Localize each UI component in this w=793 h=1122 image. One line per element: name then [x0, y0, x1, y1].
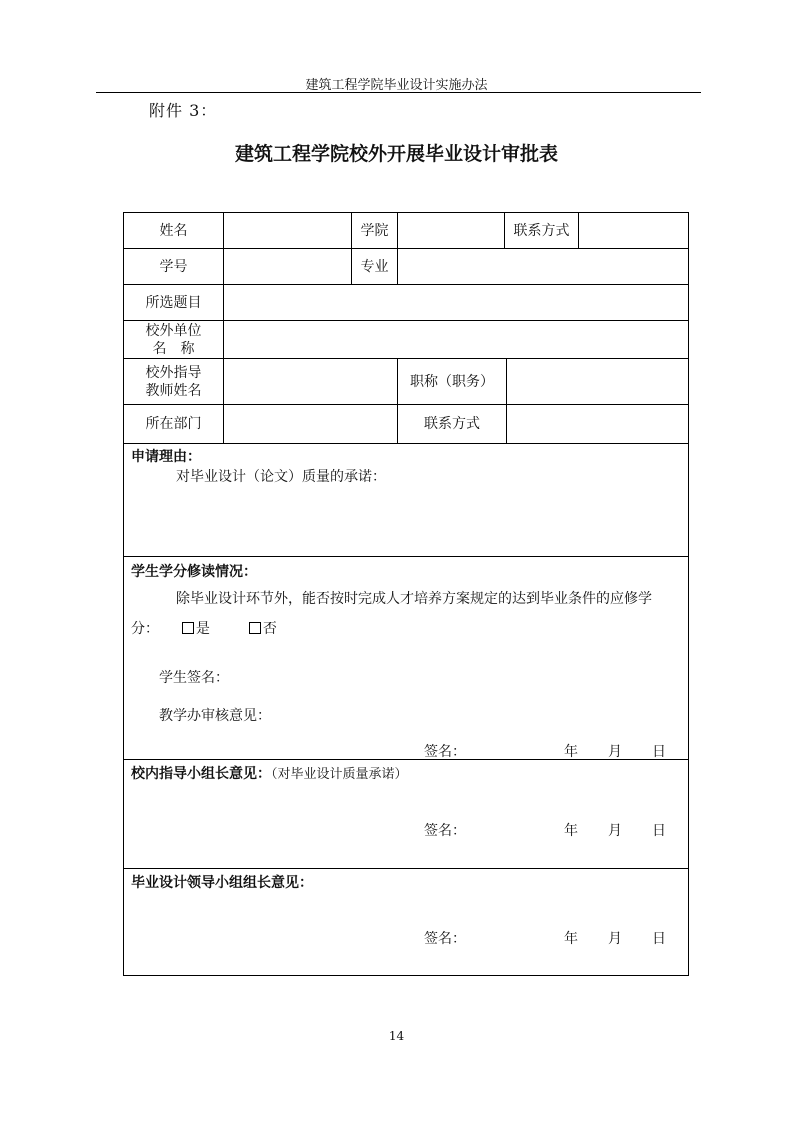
- credits-text-line2: [131, 618, 277, 638]
- contact2-label: 联系方式: [424, 416, 480, 432]
- internal-leader-line: [131, 763, 408, 783]
- advisor-label-line2: 教师姓名: [145, 382, 202, 399]
- student-id-field[interactable]: [224, 249, 351, 284]
- row-divider: [124, 556, 688, 557]
- credits-heading: 学生学分修读情况：: [131, 564, 257, 580]
- credits-text-line2-label: 分：: [131, 621, 159, 637]
- internal-leader-heading: 校内指导小组长意见：: [131, 766, 271, 782]
- student-id-label: 学号: [159, 258, 188, 275]
- month-label: 月: [608, 823, 622, 839]
- option-yes[interactable]: [182, 621, 210, 637]
- internal-leader-note: （对毕业设计质量承诺）: [271, 767, 408, 782]
- month-label: 月: [608, 931, 622, 947]
- college-label: 学院: [360, 222, 389, 239]
- checkbox-no[interactable]: [249, 622, 261, 634]
- option-no-label: 否: [262, 621, 277, 637]
- unit-label-line2: 名 称: [152, 340, 195, 357]
- row-divider: [124, 443, 688, 444]
- design-leader-heading: 毕业设计领导小组组长意见：: [131, 875, 313, 891]
- contact2-field[interactable]: [507, 405, 688, 443]
- major-label: 专业: [360, 258, 389, 275]
- student-sign-label: 学生签名：: [159, 670, 229, 686]
- credits-text-line1: 除毕业设计环节外，能否按时完成人才培养方案规定的达到毕业条件的应修学: [176, 591, 652, 607]
- year-label: 年: [564, 823, 578, 839]
- advisor-label-line1: 校外指导: [145, 364, 202, 381]
- page-number: 14: [388, 1029, 405, 1043]
- row-divider: [124, 868, 688, 869]
- unit-field[interactable]: [224, 321, 688, 358]
- name-label: 姓名: [159, 222, 188, 239]
- contact-label: 联系方式: [513, 222, 570, 239]
- advisor-label: [124, 359, 223, 404]
- row-divider: [124, 759, 688, 760]
- internal-leader-opinion-field[interactable]: [134, 785, 678, 815]
- reason-textarea[interactable]: [134, 486, 678, 552]
- title-label: 职称（职务）: [410, 373, 494, 390]
- day-label: 日: [652, 744, 666, 760]
- college-field[interactable]: [398, 213, 504, 248]
- topic-label: 所选题目: [145, 294, 202, 311]
- reason-heading: 申请理由：: [131, 449, 201, 465]
- year-label: 年: [564, 744, 578, 760]
- office-review-label: 教学办审核意见：: [159, 708, 271, 724]
- option-yes-label: 是: [195, 621, 210, 637]
- checkbox-yes[interactable]: [182, 622, 194, 634]
- year-label: 年: [564, 931, 578, 947]
- dept-label: 所在部门: [145, 416, 202, 432]
- day-label: 日: [652, 931, 666, 947]
- commitment-label: 对毕业设计（论文）质量的承诺：: [176, 469, 386, 485]
- sign-label: 签名：: [424, 744, 466, 760]
- sign-label: 签名：: [424, 823, 466, 839]
- day-label: 日: [652, 823, 666, 839]
- name-field[interactable]: [224, 213, 351, 248]
- option-no[interactable]: [249, 621, 277, 637]
- attachment-label: 附件 3：: [149, 101, 218, 120]
- contact-field[interactable]: [579, 213, 688, 248]
- header-rule: [96, 92, 701, 93]
- unit-label: [124, 321, 223, 358]
- dept-field[interactable]: [224, 405, 397, 443]
- topic-field[interactable]: [224, 285, 688, 320]
- sign-label: 签名：: [424, 931, 466, 947]
- running-header: 建筑工程学院毕业设计实施办法: [305, 78, 488, 93]
- month-label: 月: [608, 744, 622, 760]
- approval-form: [123, 212, 689, 976]
- document-title: 建筑工程学院校外开展毕业设计审批表: [234, 143, 558, 165]
- design-leader-opinion-field[interactable]: [134, 894, 678, 924]
- unit-label-line1: 校外单位: [145, 322, 202, 339]
- title-field[interactable]: [507, 359, 688, 404]
- advisor-name-field[interactable]: [224, 359, 397, 404]
- major-field[interactable]: [398, 249, 688, 284]
